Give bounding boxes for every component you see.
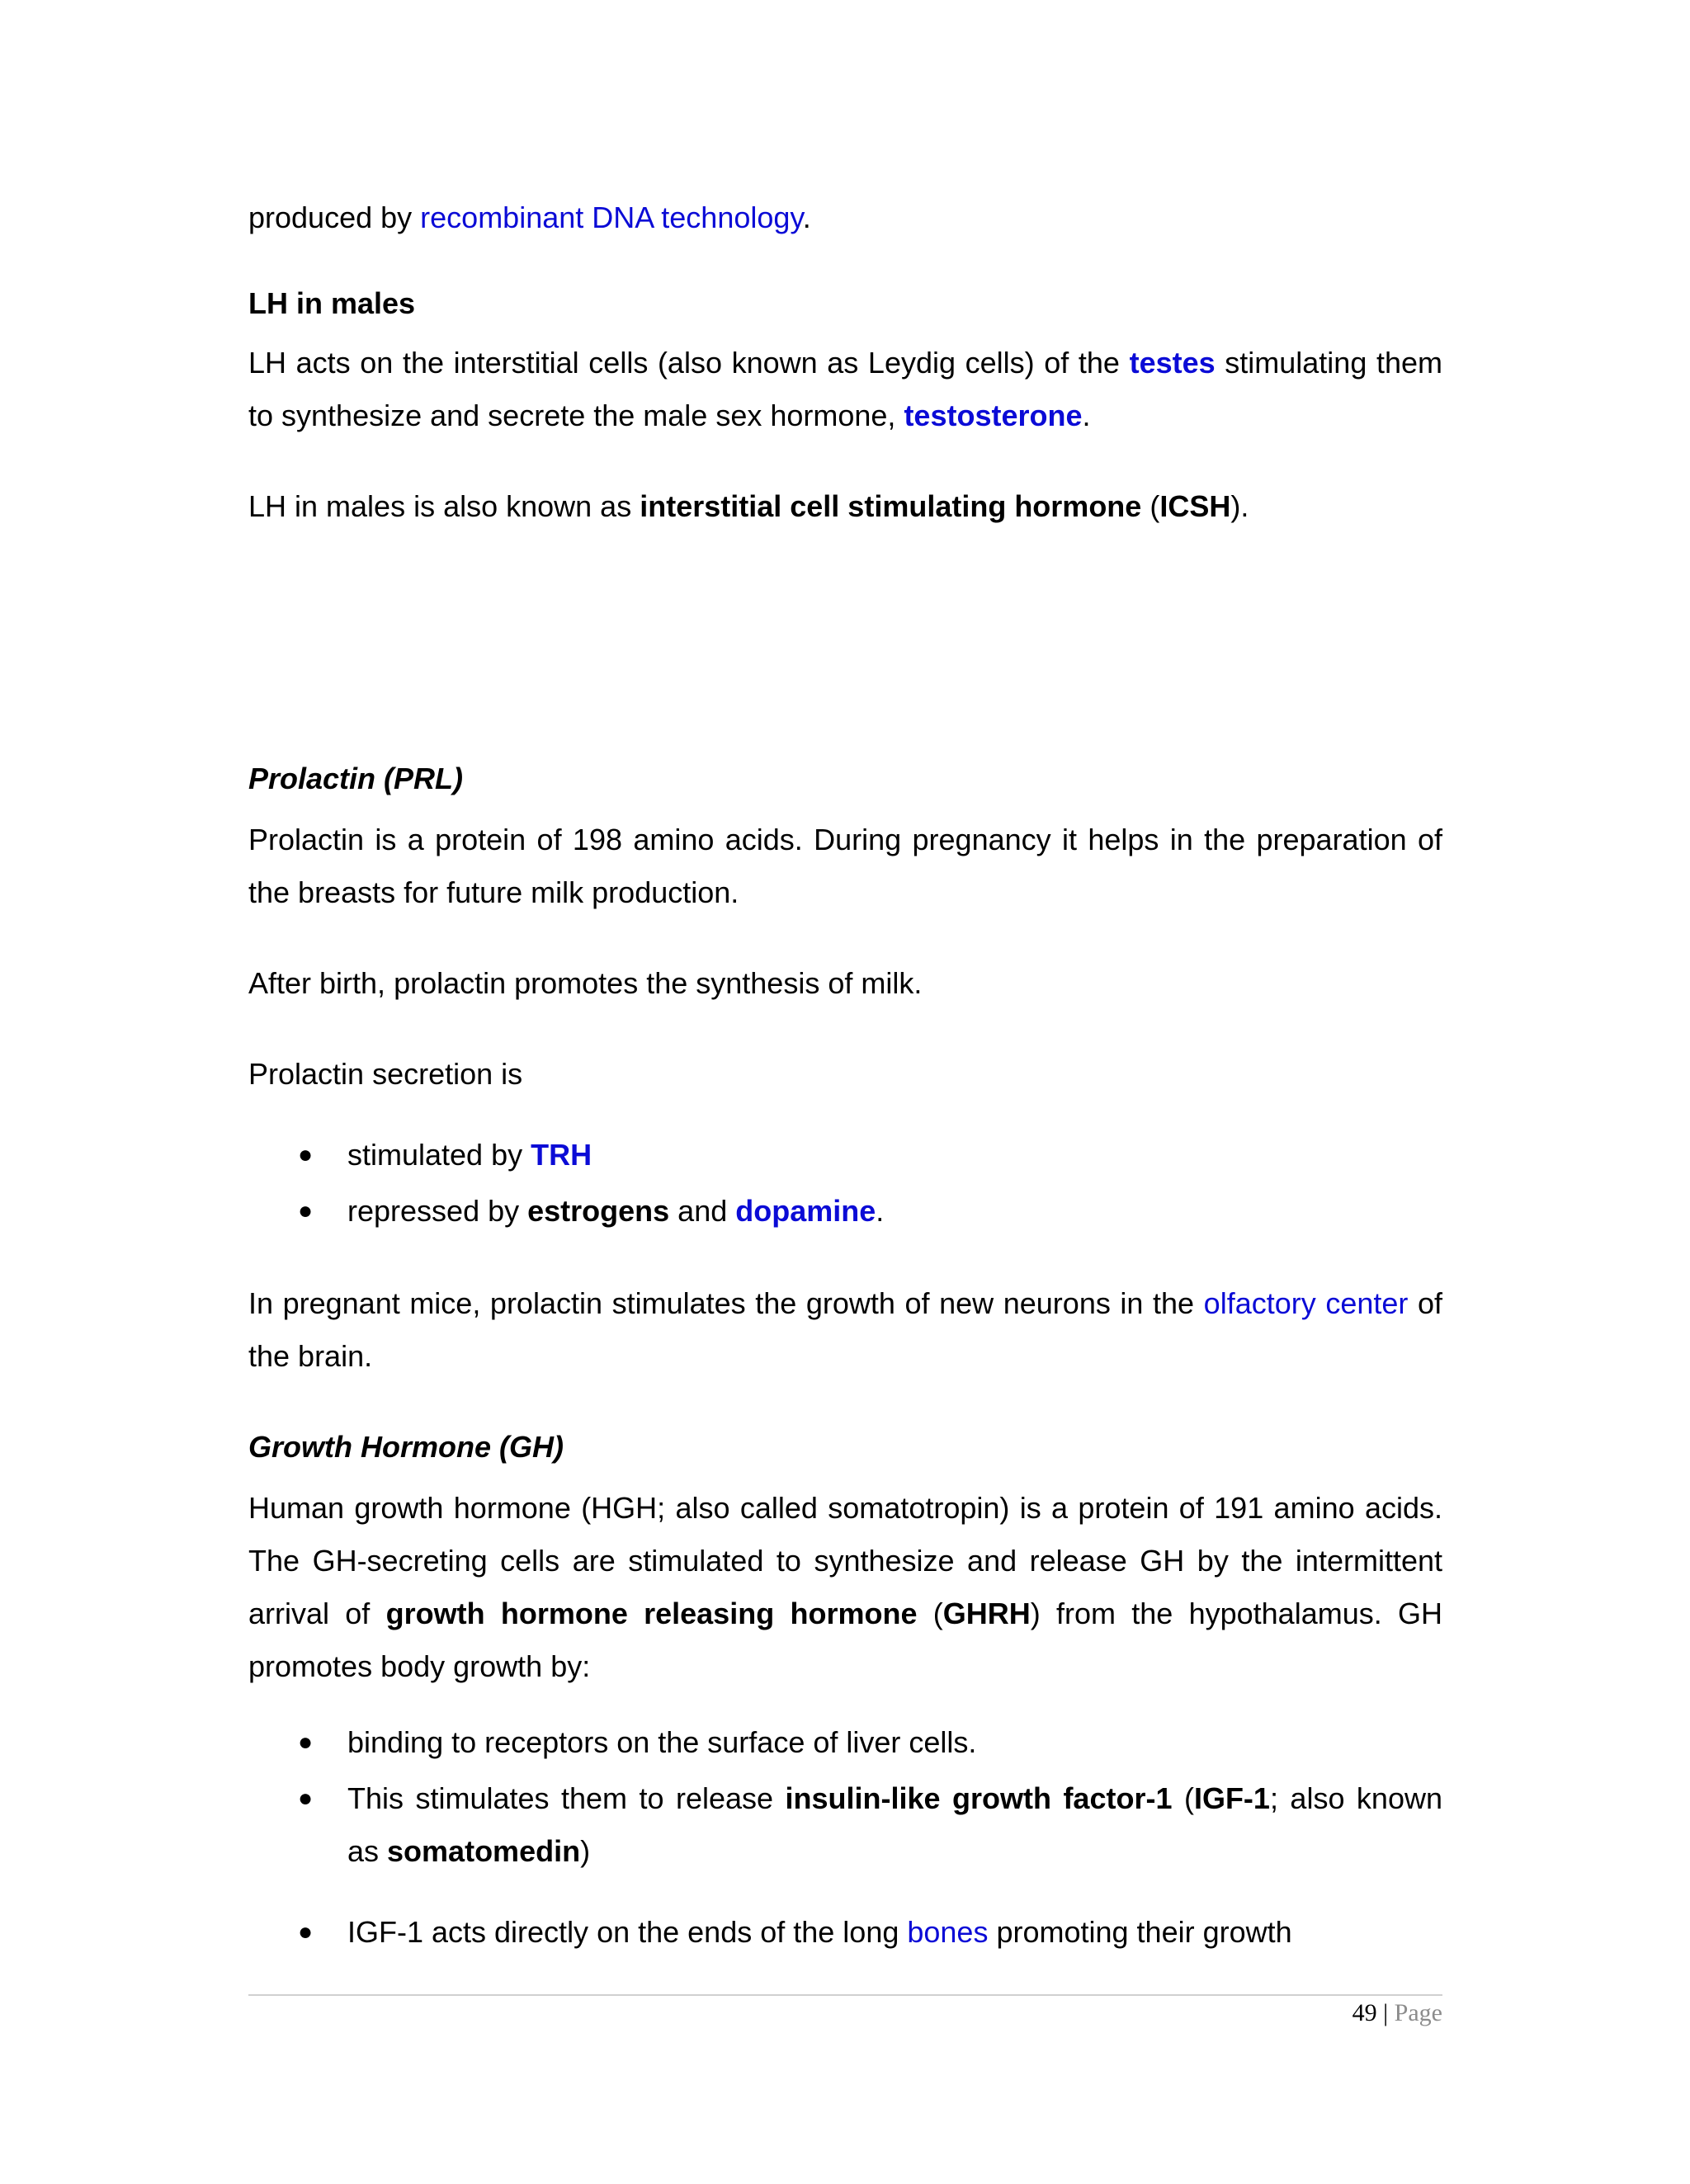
link-bones[interactable]: bones: [907, 1915, 989, 1949]
text-run: stimulating them to synthesize and secrete the male sex hormone,: [248, 346, 1443, 432]
link-trh[interactable]: TRH: [531, 1138, 592, 1172]
link-dopamine[interactable]: dopamine: [735, 1194, 876, 1228]
text-run: Human growth hormone (HGH; also called somatotropin) is a protein of 191 amino acids. The GH-secreting cells are stimulated to synthesize and release GH by the intermittent arrival of: [248, 1491, 1442, 1630]
term-estrogens: estrogens: [527, 1194, 670, 1228]
page-label: Page: [1394, 1999, 1442, 2026]
bullet-icon: ●: [298, 1197, 314, 1224]
text-run: produced by: [248, 200, 421, 234]
text-run: promoting their growth: [988, 1915, 1292, 1949]
text-run: ).: [1230, 489, 1249, 523]
text-run: This stimulates them to release: [347, 1781, 786, 1815]
text-run: ): [580, 1834, 591, 1868]
prolactin-paragraph-3: Prolactin secretion is: [248, 1057, 523, 1091]
term-igf1: IGF-1: [1193, 1781, 1270, 1815]
list-item: [248, 1772, 1442, 1878]
footer-separator: |: [1376, 1999, 1395, 2026]
link-testosterone[interactable]: testosterone: [904, 399, 1083, 432]
text-run: .: [802, 200, 811, 234]
term-icsh-full: interstitial cell stimulating hormone: [640, 489, 1142, 523]
text-run: LH in males is also known as: [248, 489, 640, 523]
bullet-icon: ●: [298, 1918, 314, 1946]
bullet-icon: ●: [298, 1785, 314, 1812]
text-run: (: [917, 1597, 943, 1630]
prolactin-paragraph-1: Prolactin is a protein of 198 amino acids. During pregnancy it helps in the preparation of the breasts for future milk production.: [248, 823, 1442, 909]
text-run: .: [876, 1194, 885, 1228]
heading-prolactin: Prolactin (PRL): [248, 762, 464, 795]
text-run: binding to receptors on the surface of liver cells.: [347, 1725, 977, 1759]
gh-paragraph-1: [248, 1482, 1442, 1693]
text-run: ) from the hypothalamus. GH promotes body growth by:: [248, 1597, 1442, 1683]
text-run: (: [1172, 1781, 1194, 1815]
link-recombinant-dna[interactable]: recombinant DNA technology: [420, 200, 803, 234]
list-item: [248, 1906, 1442, 1959]
heading-growth-hormone: Growth Hormone (GH): [248, 1430, 564, 1464]
text-run: of the brain.: [248, 1286, 1442, 1373]
text-run: repressed by: [347, 1194, 528, 1228]
text-run: IGF-1 acts directly on the ends of the long: [347, 1915, 908, 1949]
term-ghrh: GHRH: [942, 1597, 1031, 1630]
text-run: stimulated by: [347, 1138, 531, 1172]
intro-paragraph: [248, 191, 1442, 244]
text-run: .: [1082, 399, 1091, 432]
text-run: LH acts on the interstitial cells (also known as Leydig cells) of the: [248, 346, 1130, 380]
footer-divider: [248, 1994, 1442, 1996]
text-run: and: [669, 1194, 736, 1228]
text-run: ; also known as: [347, 1781, 1442, 1868]
page-number: 49: [1352, 1999, 1377, 2026]
term-igf1-full: insulin-like growth factor-1: [785, 1781, 1173, 1815]
gh-bullet-list: [248, 1716, 1442, 1959]
list-item: [248, 1183, 1442, 1239]
prolactin-bullet-list: [248, 1127, 1442, 1239]
text-run: In pregnant mice, prolactin stimulates the growth of new neurons in the: [248, 1286, 1204, 1320]
list-item: [248, 1127, 1442, 1183]
term-somatomedin: somatomedin: [387, 1834, 581, 1868]
list-item: [248, 1716, 1442, 1769]
prolactin-paragraph-2: After birth, prolactin promotes the synthesis of milk.: [248, 966, 923, 1000]
lh-paragraph-2: [248, 480, 1442, 533]
prolactin-paragraph-4: [248, 1277, 1442, 1383]
lh-paragraph-1: [248, 337, 1442, 442]
bullet-icon: ●: [298, 1141, 314, 1168]
term-icsh: ICSH: [1159, 489, 1231, 523]
term-ghrh-full: growth hormone releasing hormone: [385, 1597, 918, 1630]
page-footer: [1352, 1997, 1442, 2030]
heading-lh-in-males: LH in males: [248, 286, 416, 320]
link-testes[interactable]: testes: [1129, 346, 1216, 380]
link-olfactory-center[interactable]: olfactory center: [1203, 1286, 1409, 1320]
bullet-icon: ●: [298, 1729, 314, 1756]
text-run: (: [1141, 489, 1160, 523]
